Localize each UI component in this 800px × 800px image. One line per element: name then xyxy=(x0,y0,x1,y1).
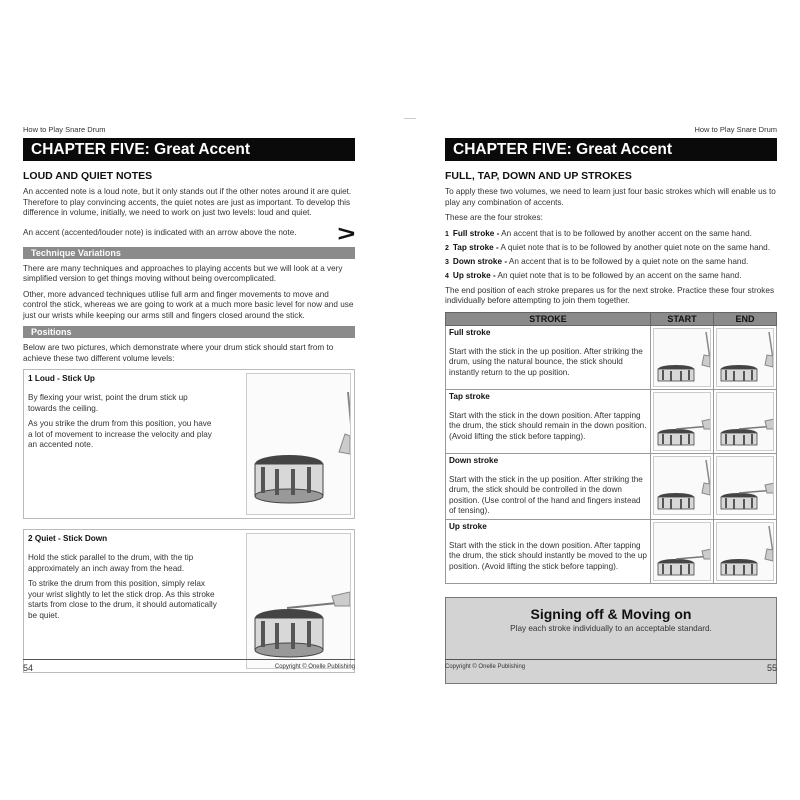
page-number: 54 xyxy=(23,663,34,673)
end-column-header: END xyxy=(714,312,777,325)
loud-position-text-1: By flexing your wrist, point the drum stick up towards the ceiling. xyxy=(28,393,188,413)
list-term: Full stroke - xyxy=(452,228,500,238)
list-number: 4 xyxy=(445,272,449,280)
accent-row xyxy=(23,220,356,246)
stroke-list-item xyxy=(445,243,777,254)
stroke-description-cell xyxy=(446,389,651,453)
stroke-name: Tap stroke xyxy=(449,391,490,401)
stroke-column-header: STROKE xyxy=(446,312,651,325)
stroke-description: Start with the stick in the down position. After tapping the drum, the stick should instantly be moved to the up position. (Avoid lifting the stick before tapping). xyxy=(449,540,647,571)
signoff-title: Signing off & Moving on xyxy=(530,605,692,622)
quiet-position-text-2: To strike the drum from this position, simply relax your wrist slightly to let the stick drop. As this stroke starts from close to the drum, it should automatically be quiet. xyxy=(28,579,217,620)
stroke-description: Start with the stick in the up position. After striking the drum, using the natural bounce, the stick should instantly return to the up position. xyxy=(449,346,643,377)
section-title: LOUD AND QUIET NOTES xyxy=(23,170,153,182)
start-position-photo xyxy=(653,456,711,515)
end-position-cell xyxy=(714,389,777,453)
stroke-row xyxy=(446,325,777,389)
stroke-description: Start with the stick in the up position. After striking the drum, the stick should be controlled in the down position. (Use control of the hand and fingers instead of tensing). xyxy=(449,474,643,515)
stroke-name: Down stroke xyxy=(449,455,499,465)
right-page xyxy=(445,125,777,684)
signoff-box xyxy=(445,597,777,684)
accent-arrow-icon: > xyxy=(337,220,356,246)
end-position-photo xyxy=(716,328,774,387)
signoff-text: Play each stroke individually to an acceptable standard. xyxy=(510,623,712,633)
left-footer xyxy=(23,659,355,673)
stroke-description-cell xyxy=(446,325,651,389)
start-position-cell xyxy=(651,453,714,519)
intro-paragraph: To apply these two volumes, we need to learn just four basic strokes which will enable us to play any combination of accents. xyxy=(445,187,776,207)
stroke-description-cell xyxy=(446,453,651,519)
stroke-list-item xyxy=(445,229,777,240)
list-term: Tap stroke - xyxy=(452,242,499,252)
loud-position-text-2: As you strike the drum from this position, you have a lot of movement to increase the velocity and play an accented note. xyxy=(28,419,212,449)
end-position-cell xyxy=(714,325,777,389)
positions-heading: Positions xyxy=(23,326,355,338)
end-position-cell xyxy=(714,453,777,519)
list-intro: These are the four strokes: xyxy=(445,213,543,222)
list-text: An quiet note that is to be followed by an accent on the same hand. xyxy=(495,270,742,280)
end-note: The end position of each stroke prepares us for the next stroke. Practice these four strokes individually before attempting to join them together. xyxy=(445,285,775,305)
accent-text: An accent (accented/louder note) is indicated with an arrow above the note. xyxy=(23,228,297,238)
intro-paragraph: An accented note is a loud note, but it only stands out if the other notes around it are quiet. Therefore to play convincing accents, the quiet notes are just as important. To develop this difference in volume, initially, we need to work on just two levels: loud and quiet. xyxy=(23,187,352,217)
stroke-list-item xyxy=(445,257,777,268)
loud-position-box xyxy=(23,369,355,519)
snare-drum-stick-down-photo xyxy=(246,533,351,669)
list-term: Up stroke - xyxy=(452,270,496,280)
loud-position-title: 1 Loud - Stick Up xyxy=(28,374,95,383)
start-column-header: START xyxy=(651,312,714,325)
technique-paragraph-1: There are many techniques and approaches to playing accents but we will look at a very simplified version to get things moving without being overcomplicated. xyxy=(23,263,343,283)
copyright: Copyright © Onelle Publishing xyxy=(274,664,355,670)
stroke-row xyxy=(446,453,777,519)
stroke-description-cell xyxy=(446,519,651,583)
end-position-cell xyxy=(714,519,777,583)
list-number: 3 xyxy=(445,258,449,266)
strokes-table xyxy=(445,312,777,584)
start-position-photo xyxy=(653,328,711,387)
chapter-title: CHAPTER FIVE: Great Accent xyxy=(445,138,777,161)
end-position-photo xyxy=(716,456,774,515)
right-footer xyxy=(445,659,777,673)
start-position-cell xyxy=(651,519,714,583)
list-number: 1 xyxy=(445,230,449,238)
list-text: An accent that is to be followed by another accent on the same hand. xyxy=(499,228,752,238)
running-head: How to Play Snare Drum xyxy=(694,125,777,134)
stroke-row xyxy=(446,519,777,583)
stroke-list-item xyxy=(445,271,777,282)
stroke-name: Up stroke xyxy=(449,521,487,531)
start-position-cell xyxy=(651,389,714,453)
list-text: An accent that is to be followed by a quiet note on the same hand. xyxy=(507,256,749,266)
stroke-description: Start with the stick in the down position. After tapping the drum, the stick should remain in the down position. (Avoid lifting the stick before tapping). xyxy=(449,410,647,441)
end-position-photo xyxy=(716,522,774,581)
stroke-list xyxy=(445,229,777,282)
quiet-position-box xyxy=(23,529,355,673)
quiet-position-text-1: Hold the stick parallel to the drum, with the tip approximately an inch away from the head. xyxy=(28,553,194,573)
quiet-position-title: 2 Quiet - Stick Down xyxy=(28,534,108,543)
start-position-cell xyxy=(651,325,714,389)
list-number: 2 xyxy=(445,244,449,252)
positions-intro: Below are two pictures, which demonstrate where your drum stick should start from to achieve these two different volume levels: xyxy=(23,343,334,363)
technique-paragraph-2: Other, more advanced techniques utilise full arm and finger movements to move and control the stick, whereas we are going to work at a much more basic level for now and use just our wrists while keeping our arms still and fingers closed around the stick. xyxy=(23,289,354,320)
list-text: A quiet note that is to be followed by another quiet note on the same hand. xyxy=(498,242,771,252)
end-position-photo xyxy=(716,392,774,451)
stroke-name: Full stroke xyxy=(449,327,491,337)
copyright: Copyright © Onelle Publishing xyxy=(445,664,526,670)
start-position-photo xyxy=(653,522,711,581)
start-position-photo xyxy=(653,392,711,451)
page-number: 55 xyxy=(766,663,777,673)
snare-drum-stick-up-photo xyxy=(246,373,351,515)
section-title: FULL, TAP, DOWN AND UP STROKES xyxy=(445,170,632,182)
page-gutter-mark xyxy=(404,118,416,119)
left-page xyxy=(23,125,355,673)
list-term: Down stroke - xyxy=(452,256,508,266)
stroke-row xyxy=(446,389,777,453)
technique-heading: Technique Variations xyxy=(23,247,355,259)
chapter-title: CHAPTER FIVE: Great Accent xyxy=(23,138,355,161)
running-head: How to Play Snare Drum xyxy=(23,125,106,134)
